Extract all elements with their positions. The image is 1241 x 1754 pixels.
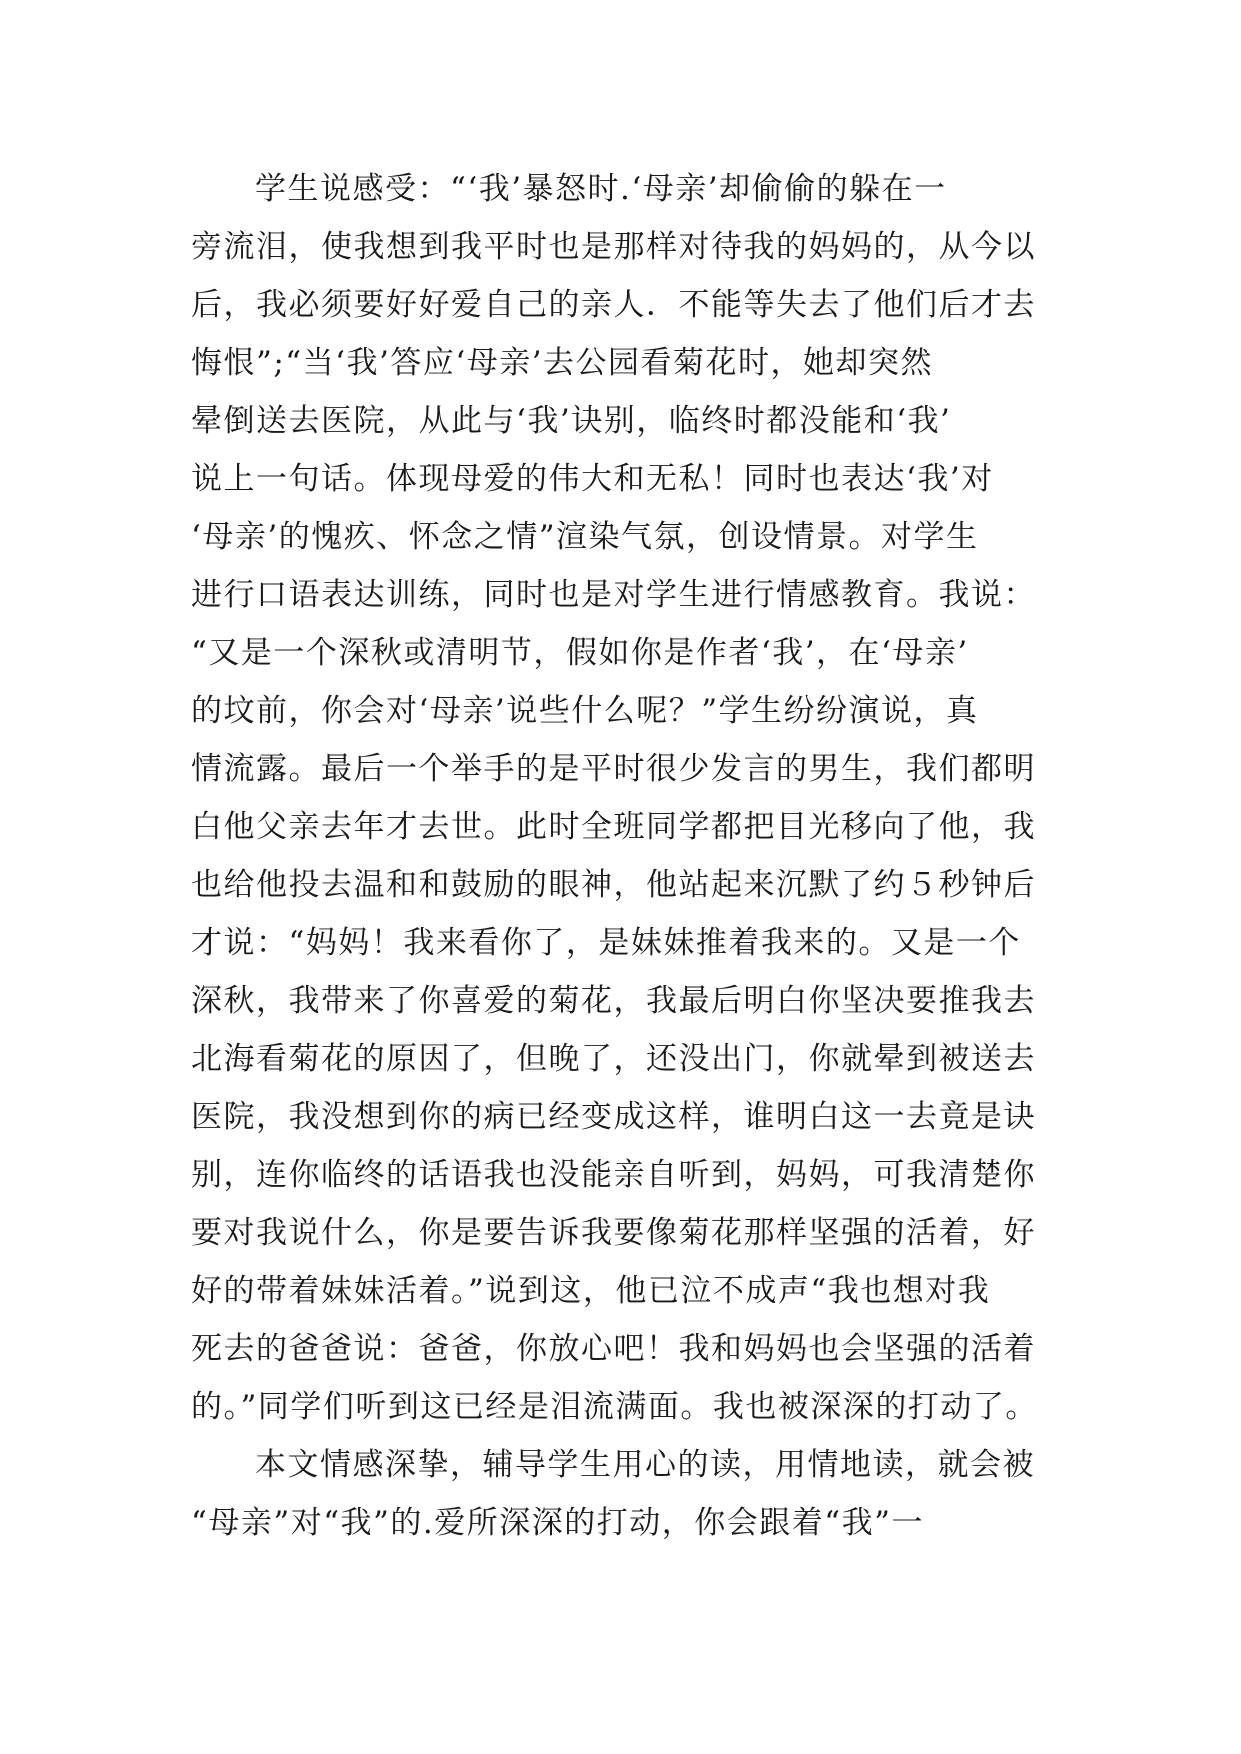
text-line: 旁流泪，使我想到我平时也是那样对待我的妈妈的，从今以 <box>191 229 1036 265</box>
text-line: 晕倒送去医院，从此与‘我’诀别，临终时都没能和‘我’ <box>191 403 952 439</box>
text-line: ‘母亲’的愧疚、怀念之情”渲染气氛，创设情景。对学生 <box>191 519 979 555</box>
text-line: 好的带着妹妹活着。”说到这，他已泣不成声“我也想对我 <box>191 1273 991 1309</box>
text-line: 悔恨”;“当‘我’答应‘母亲’去公园看菊花时，她却突然 <box>191 345 934 381</box>
text-line: 北海看菊花的原因了，但晚了，还没出门，你就晕到被送去 <box>191 1041 1036 1077</box>
text-line: 说上一句话。体现母爱的伟大和无私！同时也表达‘我’对 <box>191 461 994 497</box>
paragraph-student-feelings <box>191 160 1061 1436</box>
body-text <box>191 160 1061 1552</box>
paragraph-text-emotion <box>191 1436 1061 1552</box>
text-line: 也给他投去温和和鼓励的眼神，他站起来沉默了约５秒钟后 <box>191 867 1036 903</box>
text-line: 才说：“妈妈！我来看你了，是妹妹推着我来的。又是一个 <box>191 925 1021 961</box>
text-line: “又是一个深秋或清明节，假如你是作者‘我’，在‘母亲’ <box>191 635 969 671</box>
text-line: 进行口语表达训练，同时也是对学生进行情感教育。我说： <box>191 577 1036 613</box>
text-line: “母亲”对“我”的.爱所深深的打动，你会跟着“我”一 <box>191 1505 924 1541</box>
text-line: 要对我说什么，你是要告诉我要像菊花那样坚强的活着，好 <box>191 1215 1036 1251</box>
text-line: 死去的爸爸说：爸爸，你放心吧！我和妈妈也会坚强的活着 <box>191 1331 1036 1367</box>
text-line: 情流露。最后一个举手的是平时很少发言的男生，我们都明 <box>191 751 1036 787</box>
text-line: 白他父亲去年才去世。此时全班同学都把目光移向了他，我 <box>191 809 1036 845</box>
text-line: 别，连你临终的话语我也没能亲自听到，妈妈，可我清楚你 <box>191 1157 1036 1193</box>
text-line: 本文情感深挚，辅导学生用心的读，用情地读，就会被 <box>255 1447 1035 1483</box>
text-line: 后，我必须要好好爱自己的亲人．不能等失去了他们后才去 <box>191 287 1036 323</box>
text-line: 的。”同学们听到这已经是泪流满面。我也被深深的打动了。 <box>191 1389 1038 1425</box>
text-line: 深秋，我带来了你喜爱的菊花，我最后明白你坚决要推我去 <box>191 983 1036 1019</box>
text-line: 学生说感受：“‘我’暴怒时.‘母亲’却偷偷的躲在一 <box>255 171 947 207</box>
text-line: 的坟前，你会对‘母亲’说些什么呢？”学生纷纷演说，真 <box>191 693 979 729</box>
text-line: 医院，我没想到你的病已经变成这样，谁明白这一去竟是诀 <box>191 1099 1036 1135</box>
